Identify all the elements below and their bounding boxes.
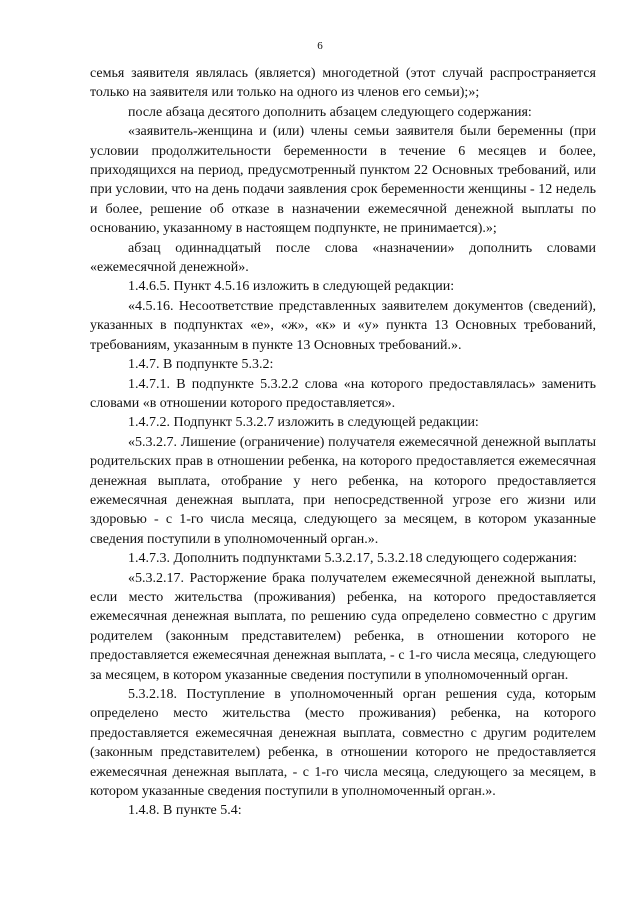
paragraph: «4.5.16. Несоответствие представленных заявителем документов (сведений), указанных в подпунктах «е», «ж», «к» и «у» пункта 13 Основных требований, требованиям, указанным в пункте 13 Основных требований.».: [90, 298, 596, 353]
paragraph: после абзаца десятого дополнить абзацем следующего содержания:: [128, 104, 532, 120]
paragraph: 1.4.7. В подпункте 5.3.2:: [128, 357, 274, 373]
paragraph: семья заявителя являлась (является) многодетной (этот случай распространяется только на заявителя или только на одного из членов его семьи);»;: [90, 66, 596, 101]
paragraph: 1.4.8. В пункте 5.4:: [128, 803, 242, 819]
paragraph: «заявитель-женщина и (или) члены семьи заявителя были беременны (при условии продолжительности беременности в течение 6 месяцев и более, приходящихся на период, предусмотренный пунктом 22 Основных требований, или при условии, что на день подачи заявления срок беременности женщины - 12 недель и более, решение об отказе в назначении ежемесячной денежной выплаты по основанию, указанному в настоящем подпункте, не принимается).»;: [90, 124, 596, 237]
paragraph: 1.4.6.5. Пункт 4.5.16 изложить в следующей редакции:: [128, 279, 455, 295]
paragraph: 1.4.7.1. В подпункте 5.3.2.2 слова «на которого предоставлялась» заменить словами «в отношении которого предоставляется».: [90, 376, 596, 411]
paragraph: 1.4.7.2. Подпункт 5.3.2.7 изложить в следующей редакции:: [128, 415, 479, 431]
paragraph: 1.4.7.3. Дополнить подпунктами 5.3.2.17, 5.3.2.18 следующего содержания:: [128, 551, 578, 567]
paragraph: 5.3.2.18. Поступление в уполномоченный орган решения суда, которым определено место жительства (место проживания) ребенка, на которого предоставляется ежемесячная денежная выплата, совместно с другим родителем (законным представителем) ребенка, в отношении которого не предоставляется ежемесячная денежная выплата, - с 1-го числа месяца, следующего за месяцем, в котором указанные сведения поступили в уполномоченный орган.».: [90, 687, 596, 800]
paragraph: «5.3.2.17. Расторжение брака получателем ежемесячной денежной выплаты, если место жительства (проживания) ребенка, на которого предоставляется ежемесячная денежная выплата, по решению суда определено совместно с другим родителем (законным представителем) ребенка, в отношении которого не предоставляется ежемесячная денежная выплата, - с 1-го числа месяца, следующего за месяцем, в котором указанные сведения поступили в уполномоченный орган.: [90, 570, 596, 683]
document-body: [90, 64, 596, 821]
page-number: 6: [317, 40, 323, 52]
paragraph: «5.3.2.7. Лишение (ограничение) получателя ежемесячной денежной выплаты родительских прав в отношении ребенка, на которого предоставляется ежемесячная денежная выплата, отобрание у него ребенка, на которого предоставляется ежемесячная денежная выплата, при непосредственной угрозе его жизни или здоровью - с 1-го числа месяца, следующего за месяцем, в котором указанные сведения поступили в уполномоченный орган.».: [90, 434, 596, 547]
paragraph: абзац одиннадцатый после слова «назначении» дополнить словами «ежемесячной денежной».: [90, 240, 596, 276]
